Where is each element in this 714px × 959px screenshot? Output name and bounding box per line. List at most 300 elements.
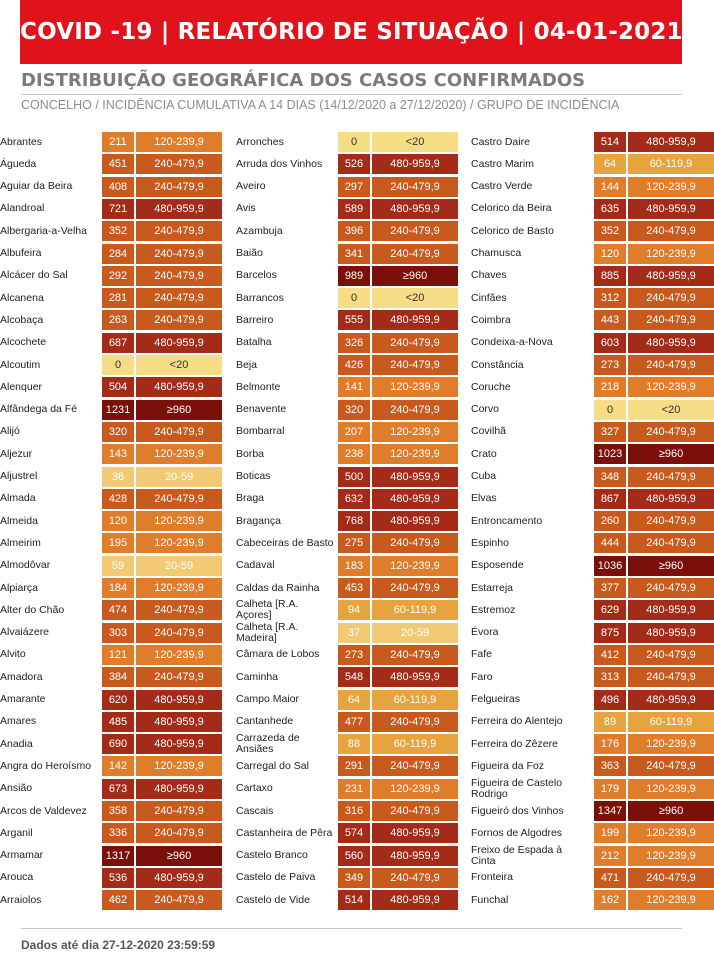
incidence-value: 462 (102, 890, 134, 910)
incidence-value: 444 (594, 533, 626, 553)
incidence-group: 120-239,9 (628, 177, 714, 197)
incidence-group: 480-959,9 (628, 623, 714, 643)
municipality-name: Benavente (236, 403, 287, 416)
incidence-value: 474 (102, 600, 134, 620)
incidence-group: ≥960 (628, 556, 714, 576)
municipality-name: Aljezur (0, 447, 33, 460)
municipality-name: Corvo (471, 403, 500, 416)
municipality-name: Avis (236, 202, 256, 215)
municipality-name: Armamar (0, 849, 44, 862)
incidence-value: 426 (338, 355, 370, 375)
municipality-name: Alandroal (0, 202, 45, 215)
incidence-group: 240-479,9 (628, 756, 714, 776)
municipality-name: Caldas da Rainha (236, 581, 320, 594)
municipality-name: Albufeira (0, 247, 42, 259)
incidence-group: 120-239,9 (372, 779, 458, 799)
incidence-group: 480-959,9 (372, 667, 458, 687)
municipality-name: Alijó (0, 425, 20, 438)
incidence-value: 989 (338, 266, 370, 286)
incidence-group: 480-959,9 (136, 333, 222, 353)
incidence-group: 120-239,9 (628, 890, 714, 910)
municipality-name: Chamusca (471, 247, 522, 259)
incidence-value: 560 (338, 846, 370, 866)
incidence-value: 121 (102, 645, 134, 665)
incidence-group: 480-959,9 (136, 779, 222, 799)
municipality-name: Borba (236, 447, 265, 460)
municipality-name: Cinfães (471, 291, 507, 304)
incidence-group: 240-479,9 (372, 645, 458, 665)
incidence-value: 260 (594, 511, 626, 531)
incidence-group: 240-479,9 (372, 177, 458, 197)
incidence-value: 94 (338, 600, 370, 620)
incidence-value: 768 (338, 511, 370, 531)
municipality-name: Funchal (471, 893, 509, 906)
incidence-value: 120 (594, 244, 626, 264)
incidence-value: 0 (338, 288, 370, 308)
incidence-value: 875 (594, 623, 626, 643)
incidence-group: 60-119,9 (628, 712, 714, 732)
municipality-name: Amares (0, 715, 37, 728)
municipality-name: Constância (471, 358, 524, 371)
incidence-group: 480-959,9 (372, 511, 458, 531)
municipality-name: Angra do Heroísmo (0, 759, 92, 772)
incidence-group: 120-239,9 (136, 444, 222, 464)
incidence-value: 555 (338, 310, 370, 330)
incidence-group: 240-479,9 (372, 355, 458, 375)
municipality-name: Alfândega da Fé (0, 403, 78, 416)
municipality-name: Esposende (471, 559, 524, 572)
incidence-value: 514 (594, 132, 626, 152)
incidence-group: 60-119,9 (372, 734, 458, 754)
incidence-group: 240-479,9 (136, 667, 222, 687)
footer-divider (21, 928, 682, 929)
municipality-name: Alcoutim (0, 358, 41, 371)
incidence-group: 480-959,9 (136, 712, 222, 732)
incidence-value: 281 (102, 288, 134, 308)
municipality-name: Alcácer do Sal (0, 269, 68, 282)
incidence-group: ≥960 (628, 801, 714, 821)
municipality-name: Espinho (471, 536, 509, 549)
incidence-group: 120-239,9 (136, 578, 222, 598)
incidence-group: 120-239,9 (136, 511, 222, 531)
incidence-value: 89 (594, 712, 626, 732)
incidence-group: ≥960 (372, 266, 458, 286)
municipality-name: Braga (236, 492, 265, 505)
municipality-name: Arronches (236, 135, 284, 148)
incidence-value: 238 (338, 444, 370, 464)
incidence-group: 240-479,9 (628, 511, 714, 531)
incidence-group: 480-959,9 (628, 489, 714, 509)
incidence-value: 526 (338, 154, 370, 174)
municipality-name: Castro Verde (471, 180, 533, 193)
municipality-name: Aveiro (236, 180, 266, 193)
incidence-value: 629 (594, 600, 626, 620)
incidence-value: 363 (594, 756, 626, 776)
incidence-group: ≥960 (628, 444, 714, 464)
municipality-name: Coruche (471, 380, 511, 393)
incidence-value: 673 (102, 779, 134, 799)
municipality-name: Chaves (471, 269, 507, 282)
incidence-group: 240-479,9 (136, 244, 222, 264)
incidence-group: 120-239,9 (136, 533, 222, 553)
incidence-group: 240-479,9 (372, 333, 458, 353)
municipality-name: Entroncamento (471, 514, 543, 527)
incidence-group: 120-239,9 (628, 244, 714, 264)
incidence-value: 183 (338, 556, 370, 576)
incidence-value: 141 (338, 377, 370, 397)
incidence-group: 240-479,9 (628, 355, 714, 375)
municipality-name: Fornos de Algodres (471, 826, 563, 839)
municipality-name: Covilhã (471, 425, 507, 438)
municipality-name: Cantanhede (236, 715, 294, 728)
incidence-group: 60-119,9 (628, 154, 714, 174)
incidence-value: 687 (102, 333, 134, 353)
municipality-name: Felgueiras (471, 693, 521, 705)
incidence-value: 218 (594, 377, 626, 397)
incidence-group: 480-959,9 (372, 823, 458, 843)
incidence-value: 144 (594, 177, 626, 197)
incidence-value: 428 (102, 489, 134, 509)
incidence-group: 120-239,9 (372, 444, 458, 464)
municipality-name: Celorico de Basto (471, 224, 554, 237)
incidence-group: 240-479,9 (136, 221, 222, 241)
municipality-name: Almeirim (0, 536, 41, 549)
municipality-name: Anadia (0, 737, 33, 750)
incidence-value: 36 (102, 467, 134, 487)
municipality-name: Barreiro (236, 313, 274, 326)
municipality-name: Estarreja (471, 581, 514, 594)
incidence-group: 20-59 (136, 556, 222, 576)
municipality-name: Aguiar da Beira (0, 180, 73, 193)
incidence-value: 504 (102, 377, 134, 397)
incidence-group: 120-239,9 (372, 556, 458, 576)
incidence-value: 320 (102, 422, 134, 442)
municipality-name: Cartaxo (236, 782, 273, 795)
incidence-value: 211 (102, 132, 134, 152)
incidence-group: 240-479,9 (628, 288, 714, 308)
incidence-group: 480-959,9 (628, 333, 714, 353)
incidence-group: 240-479,9 (372, 221, 458, 241)
incidence-group: 240-479,9 (136, 154, 222, 174)
incidence-value: 316 (338, 801, 370, 821)
municipality-name: Arraiolos (0, 893, 42, 906)
incidence-group: 120-239,9 (628, 779, 714, 799)
incidence-group: 480-959,9 (372, 467, 458, 487)
municipality-name: Bragança (236, 514, 281, 527)
municipality-name: Arcos de Valdevez (0, 804, 87, 817)
incidence-value: 327 (594, 422, 626, 442)
incidence-group: 20-59 (136, 467, 222, 487)
municipality-name: Alcochete (0, 336, 47, 349)
municipality-name: Alcobaça (0, 313, 44, 326)
municipality-name: Coimbra (471, 313, 511, 326)
incidence-group: 240-479,9 (136, 422, 222, 442)
incidence-group: 240-479,9 (136, 310, 222, 330)
incidence-group: 240-479,9 (136, 823, 222, 843)
incidence-group: 480-959,9 (372, 199, 458, 219)
incidence-group: 240-479,9 (372, 533, 458, 553)
incidence-value: 396 (338, 221, 370, 241)
incidence-group: 240-479,9 (136, 288, 222, 308)
municipality-name: Cascais (236, 804, 274, 817)
incidence-group: 120-239,9 (372, 377, 458, 397)
municipality-name: Carregal do Sal (236, 759, 309, 772)
section-subtitle: CONCELHO / INCIDÊNCIA CUMULATIVA A 14 DIAS (14/12/2020 a 27/12/2020) / GRUPO DE INCIDÊNCIA (21, 98, 620, 112)
municipality-name: Figueira de Castelo Rodrigo (471, 776, 563, 800)
municipality-name: Cadaval (236, 559, 275, 572)
incidence-value: 0 (594, 400, 626, 420)
municipality-name: Castro Daire (471, 135, 530, 148)
municipality-name: Baião (236, 247, 263, 259)
incidence-value: 485 (102, 712, 134, 732)
report-title: COVID -19 | RELATÓRIO DE SITUAÇÃO | 04-01-2021 (20, 19, 683, 45)
municipality-name: Alvito (0, 648, 26, 661)
incidence-value: 312 (594, 288, 626, 308)
data-timestamp: Dados até dia 27-12-2020 23:59:59 (21, 938, 216, 952)
incidence-value: 632 (338, 489, 370, 509)
municipality-name: Figueira da Foz (471, 759, 544, 772)
incidence-value: 536 (102, 868, 134, 888)
incidence-group: 480-959,9 (628, 132, 714, 152)
municipality-name: Castelo de Paiva (236, 871, 316, 884)
incidence-value: 1036 (594, 556, 626, 576)
incidence-value: 0 (338, 132, 370, 152)
incidence-group: 240-479,9 (372, 578, 458, 598)
municipality-name: Amarante (0, 693, 46, 705)
incidence-value: 377 (594, 578, 626, 598)
incidence-value: 284 (102, 244, 134, 264)
incidence-group: 240-479,9 (136, 801, 222, 821)
incidence-value: 292 (102, 266, 134, 286)
incidence-value: 291 (338, 756, 370, 776)
incidence-group: 480-959,9 (628, 266, 714, 286)
municipality-name: Alvaiázere (0, 626, 50, 639)
incidence-value: 589 (338, 199, 370, 219)
municipality-name: Condeixa-a-Nova (471, 336, 553, 349)
municipality-name: Águeda (0, 157, 37, 170)
incidence-group: 120-239,9 (628, 377, 714, 397)
incidence-group: 240-479,9 (628, 422, 714, 442)
incidence-value: 412 (594, 645, 626, 665)
incidence-value: 721 (102, 199, 134, 219)
incidence-group: 240-479,9 (628, 667, 714, 687)
incidence-value: 471 (594, 868, 626, 888)
municipality-name: Ansião (0, 782, 33, 795)
incidence-group: 240-479,9 (628, 578, 714, 598)
municipality-name: Arganil (0, 826, 33, 839)
incidence-value: 59 (102, 556, 134, 576)
incidence-group: 480-959,9 (136, 377, 222, 397)
municipality-name: Fafe (471, 648, 493, 661)
municipality-name: Arouca (0, 871, 34, 884)
incidence-group: 20-59 (372, 623, 458, 643)
municipality-name: Albergaria-a-Velha (0, 224, 87, 237)
incidence-group: 240-479,9 (372, 868, 458, 888)
municipality-name: Castelo Branco (236, 849, 308, 862)
incidence-group: 120-239,9 (136, 756, 222, 776)
municipality-name: Ferreira do Alentejo (471, 715, 563, 728)
incidence-group: 120-239,9 (628, 734, 714, 754)
municipality-name: Ferreira do Zêzere (471, 737, 558, 750)
incidence-value: 453 (338, 578, 370, 598)
municipality-name: Barrancos (236, 291, 284, 304)
incidence-value: 341 (338, 244, 370, 264)
incidence-group: 240-479,9 (628, 533, 714, 553)
incidence-group: 480-959,9 (628, 199, 714, 219)
incidence-value: 620 (102, 690, 134, 710)
incidence-value: 867 (594, 489, 626, 509)
incidence-value: 496 (594, 690, 626, 710)
incidence-group: 240-479,9 (372, 712, 458, 732)
incidence-group: 120-239,9 (136, 645, 222, 665)
incidence-value: 37 (338, 623, 370, 643)
incidence-group: 120-239,9 (628, 823, 714, 843)
incidence-group: 480-959,9 (136, 690, 222, 710)
section-title: DISTRIBUIÇÃO GEOGRÁFICA DOS CASOS CONFIRMADOS (21, 70, 586, 91)
municipality-name: Freixo de Espada à Cinta (471, 843, 563, 867)
incidence-group: 120-239,9 (628, 846, 714, 866)
municipality-name: Boticas (236, 470, 271, 482)
incidence-value: 1023 (594, 444, 626, 464)
municipality-name: Castanheira de Pêra (236, 826, 333, 839)
municipality-name: Calheta [R.A. Açores] (236, 598, 299, 622)
incidence-group: 240-479,9 (628, 221, 714, 241)
incidence-group: 240-479,9 (628, 645, 714, 665)
incidence-group: <20 (628, 400, 714, 420)
incidence-group: 240-479,9 (628, 467, 714, 487)
incidence-value: 500 (338, 467, 370, 487)
incidence-group: 120-239,9 (372, 422, 458, 442)
incidence-group: 480-959,9 (372, 310, 458, 330)
incidence-group: 240-479,9 (628, 868, 714, 888)
incidence-value: 143 (102, 444, 134, 464)
incidence-group: <20 (372, 132, 458, 152)
incidence-group: 240-479,9 (372, 756, 458, 776)
incidence-value: 88 (338, 734, 370, 754)
municipality-name: Campo Maior (236, 693, 300, 705)
municipality-name: Évora (471, 626, 499, 639)
incidence-value: 64 (594, 154, 626, 174)
incidence-group: 240-479,9 (372, 400, 458, 420)
incidence-value: 548 (338, 667, 370, 687)
municipality-name: Estremoz (471, 603, 516, 616)
incidence-group: 120-239,9 (136, 132, 222, 152)
incidence-group: 240-479,9 (136, 623, 222, 643)
incidence-value: 313 (594, 667, 626, 687)
incidence-value: 297 (338, 177, 370, 197)
municipality-name: Almada (0, 492, 36, 505)
incidence-value: 176 (594, 734, 626, 754)
incidence-value: 574 (338, 823, 370, 843)
incidence-value: 199 (594, 823, 626, 843)
municipality-name: Caminha (236, 670, 279, 683)
municipality-name: Faro (471, 670, 493, 683)
incidence-value: 231 (338, 779, 370, 799)
incidence-group: 480-959,9 (136, 199, 222, 219)
incidence-value: 263 (102, 310, 134, 330)
municipality-name: Abrantes (0, 135, 43, 148)
incidence-group: 60-119,9 (372, 690, 458, 710)
incidence-value: 303 (102, 623, 134, 643)
section-divider (21, 94, 682, 95)
municipality-name: Cabeceiras de Basto (236, 536, 334, 549)
municipality-name: Bombarral (236, 425, 285, 438)
municipality-name: Calheta [R.A. Madeira] (236, 620, 299, 644)
municipality-name: Cuba (471, 470, 497, 482)
municipality-name: Barcelos (236, 269, 277, 282)
incidence-value: 273 (594, 355, 626, 375)
incidence-value: 635 (594, 199, 626, 219)
incidence-value: 142 (102, 756, 134, 776)
incidence-group: 240-479,9 (136, 177, 222, 197)
incidence-group: 240-479,9 (136, 266, 222, 286)
incidence-group: 480-959,9 (372, 154, 458, 174)
incidence-group: 480-959,9 (628, 600, 714, 620)
incidence-group: 480-959,9 (628, 690, 714, 710)
incidence-group: 240-479,9 (136, 489, 222, 509)
municipality-name: Alpiarça (0, 581, 38, 594)
municipality-name: Carrazeda de Ansiães (236, 732, 300, 756)
municipality-name: Alcanena (0, 291, 44, 304)
incidence-group: 480-959,9 (136, 734, 222, 754)
incidence-value: 451 (102, 154, 134, 174)
incidence-value: 207 (338, 422, 370, 442)
municipality-name: Figueiró dos Vinhos (471, 804, 564, 817)
incidence-value: 1317 (102, 846, 134, 866)
municipality-name: Elvas (471, 492, 497, 505)
incidence-value: 384 (102, 667, 134, 687)
incidence-value: 326 (338, 333, 370, 353)
municipality-name: Beja (236, 358, 258, 371)
municipality-name: Amadora (0, 670, 43, 683)
municipality-name: Azambuja (236, 224, 283, 237)
incidence-value: 349 (338, 868, 370, 888)
municipality-name: Almodôvar (0, 559, 51, 572)
municipality-name: Aljustrel (0, 470, 38, 482)
incidence-value: 120 (102, 511, 134, 531)
incidence-group: 480-959,9 (372, 846, 458, 866)
municipality-name: Crato (471, 447, 497, 460)
incidence-group: 480-959,9 (372, 489, 458, 509)
incidence-value: 275 (338, 533, 370, 553)
incidence-value: 514 (338, 890, 370, 910)
incidence-value: 477 (338, 712, 370, 732)
incidence-value: 64 (338, 690, 370, 710)
incidence-value: 184 (102, 578, 134, 598)
incidence-value: 885 (594, 266, 626, 286)
municipality-name: Câmara de Lobos (236, 648, 320, 661)
incidence-value: 348 (594, 467, 626, 487)
incidence-group: 240-479,9 (136, 890, 222, 910)
municipality-name: Castro Marim (471, 157, 535, 170)
incidence-group: 480-959,9 (372, 890, 458, 910)
incidence-group: 60-119,9 (372, 600, 458, 620)
report-header-bar (20, 0, 682, 64)
incidence-group: 240-479,9 (628, 310, 714, 330)
incidence-value: 443 (594, 310, 626, 330)
incidence-value: 273 (338, 645, 370, 665)
incidence-group: <20 (372, 288, 458, 308)
municipality-name: Alter do Chão (0, 603, 65, 616)
incidence-value: 690 (102, 734, 134, 754)
incidence-value: 195 (102, 533, 134, 553)
incidence-value: 358 (102, 801, 134, 821)
incidence-value: 336 (102, 823, 134, 843)
incidence-value: 603 (594, 333, 626, 353)
incidence-group: ≥960 (136, 846, 222, 866)
incidence-value: 1347 (594, 801, 626, 821)
incidence-group: 240-479,9 (372, 801, 458, 821)
